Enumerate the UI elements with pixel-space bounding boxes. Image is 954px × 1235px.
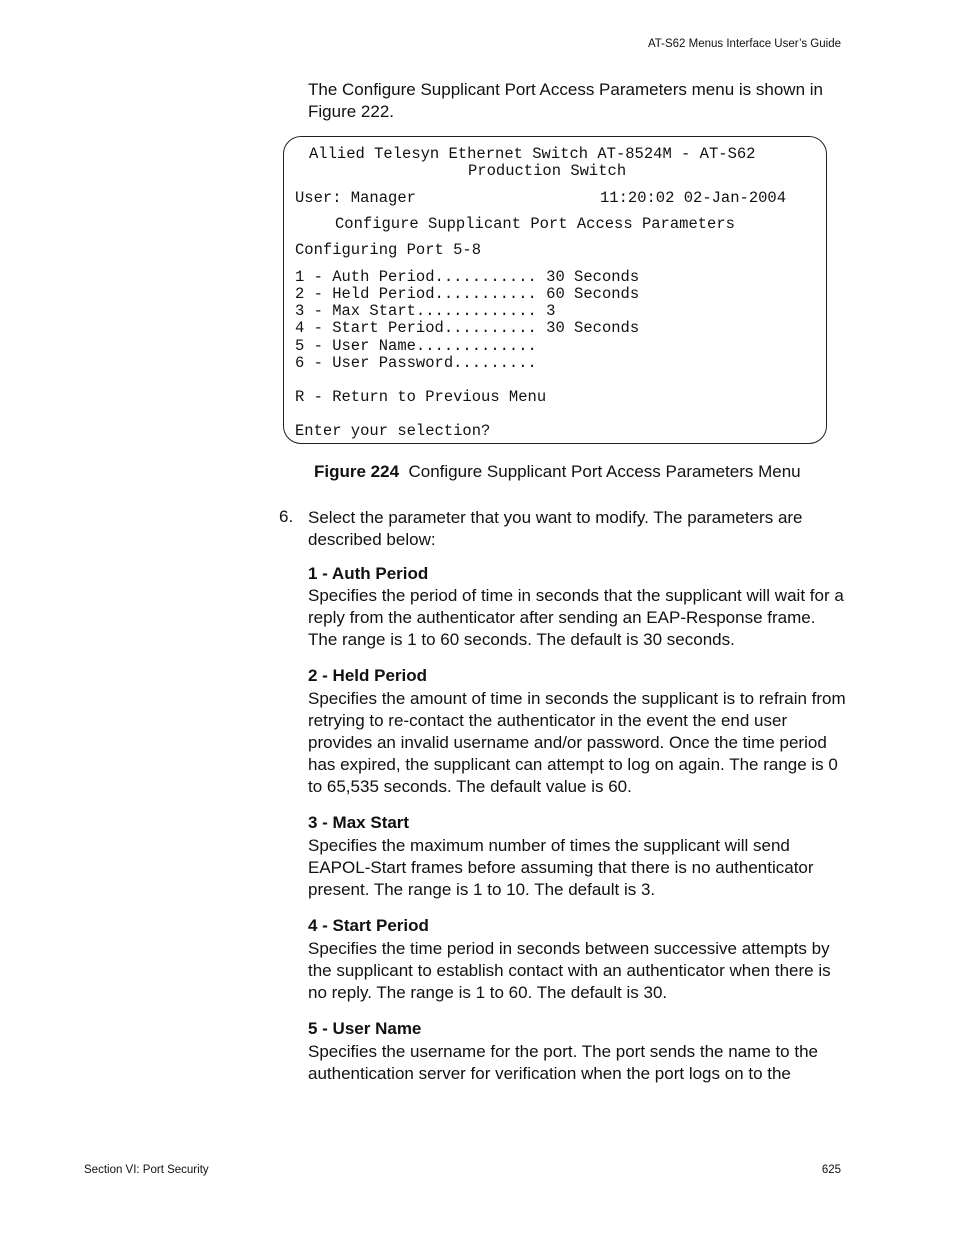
- menu-option: 5 - User Name.............: [295, 337, 537, 355]
- figure-label: Figure 224: [314, 462, 400, 481]
- menu-title-line1: Allied Telesyn Ethernet Switch AT-8524M - AT-S62: [309, 145, 756, 163]
- menu-option: 1 - Auth Period........... 30 Seconds: [295, 268, 640, 286]
- footer-section: Section VI: Port Security: [84, 1164, 209, 1176]
- param-description: Specifies the maximum number of times the supplicant will send EAPOL-Start frames before assuming that there is no authenticator present. The range is 1 to 10. The default is 3.: [308, 836, 814, 899]
- param-heading: 4 - Start Period: [308, 916, 429, 935]
- param-description: Specifies the period of time in seconds that the supplicant will wait for a reply from the authenticator after sending an EAP-Response frame. The range is 1 to 60 seconds. The default is 30 seconds.: [308, 586, 844, 649]
- intro-paragraph: The Configure Supplicant Port Access Parameters menu is shown in Figure 222.: [308, 80, 823, 121]
- menu-return-option: R - Return to Previous Menu: [295, 388, 547, 406]
- menu-option: 4 - Start Period.......... 30 Seconds: [295, 319, 640, 337]
- running-header: AT-S62 Menus Interface User’s Guide: [647, 38, 841, 50]
- menu-configuring-port: Configuring Port 5-8: [295, 241, 482, 259]
- menu-option: 6 - User Password.........: [295, 354, 537, 372]
- param-heading: 2 - Held Period: [308, 666, 428, 685]
- menu-option: 3 - Max Start............. 3: [295, 302, 556, 320]
- param-heading: 3 - Max Start: [308, 813, 410, 832]
- param-heading: 1 - Auth Period: [308, 564, 429, 583]
- param-description: Specifies the amount of time in seconds the supplicant is to refrain from retrying to re-contact the authenticator in the event the end user provides an invalid username and/or password. Once the time period has expired, the supplicant can attempt to log on again. The range is 0 to 65,535 seconds. The default value is 60.: [308, 689, 846, 796]
- figure-caption: [314, 462, 801, 482]
- param-heading: 5 - User Name: [308, 1019, 422, 1038]
- menu-timestamp: 11:20:02 02-Jan-2004: [600, 189, 787, 207]
- param-description: Specifies the username for the port. The port sends the name to the authentication server for verification when the port logs on to the: [308, 1042, 818, 1083]
- step-text: Select the parameter that you want to modify. The parameters are described below:: [308, 508, 803, 549]
- page-number: 625: [821, 1164, 841, 1176]
- menu-user: User: Manager: [295, 189, 416, 207]
- menu-option: 2 - Held Period........... 60 Seconds: [295, 285, 640, 303]
- menu-prompt: Enter your selection?: [295, 422, 491, 440]
- menu-title-line2: Production Switch: [468, 162, 627, 180]
- menu-heading: Configure Supplicant Port Access Parameters: [335, 215, 735, 233]
- figure-caption-text: Configure Supplicant Port Access Parameters Menu: [408, 462, 801, 481]
- param-description: Specifies the time period in seconds between successive attempts by the supplicant to establish contact with an authenticator when there is no reply. The range is 1 to 60. The default is 30.: [308, 939, 831, 1002]
- step-number: 6.: [279, 507, 294, 526]
